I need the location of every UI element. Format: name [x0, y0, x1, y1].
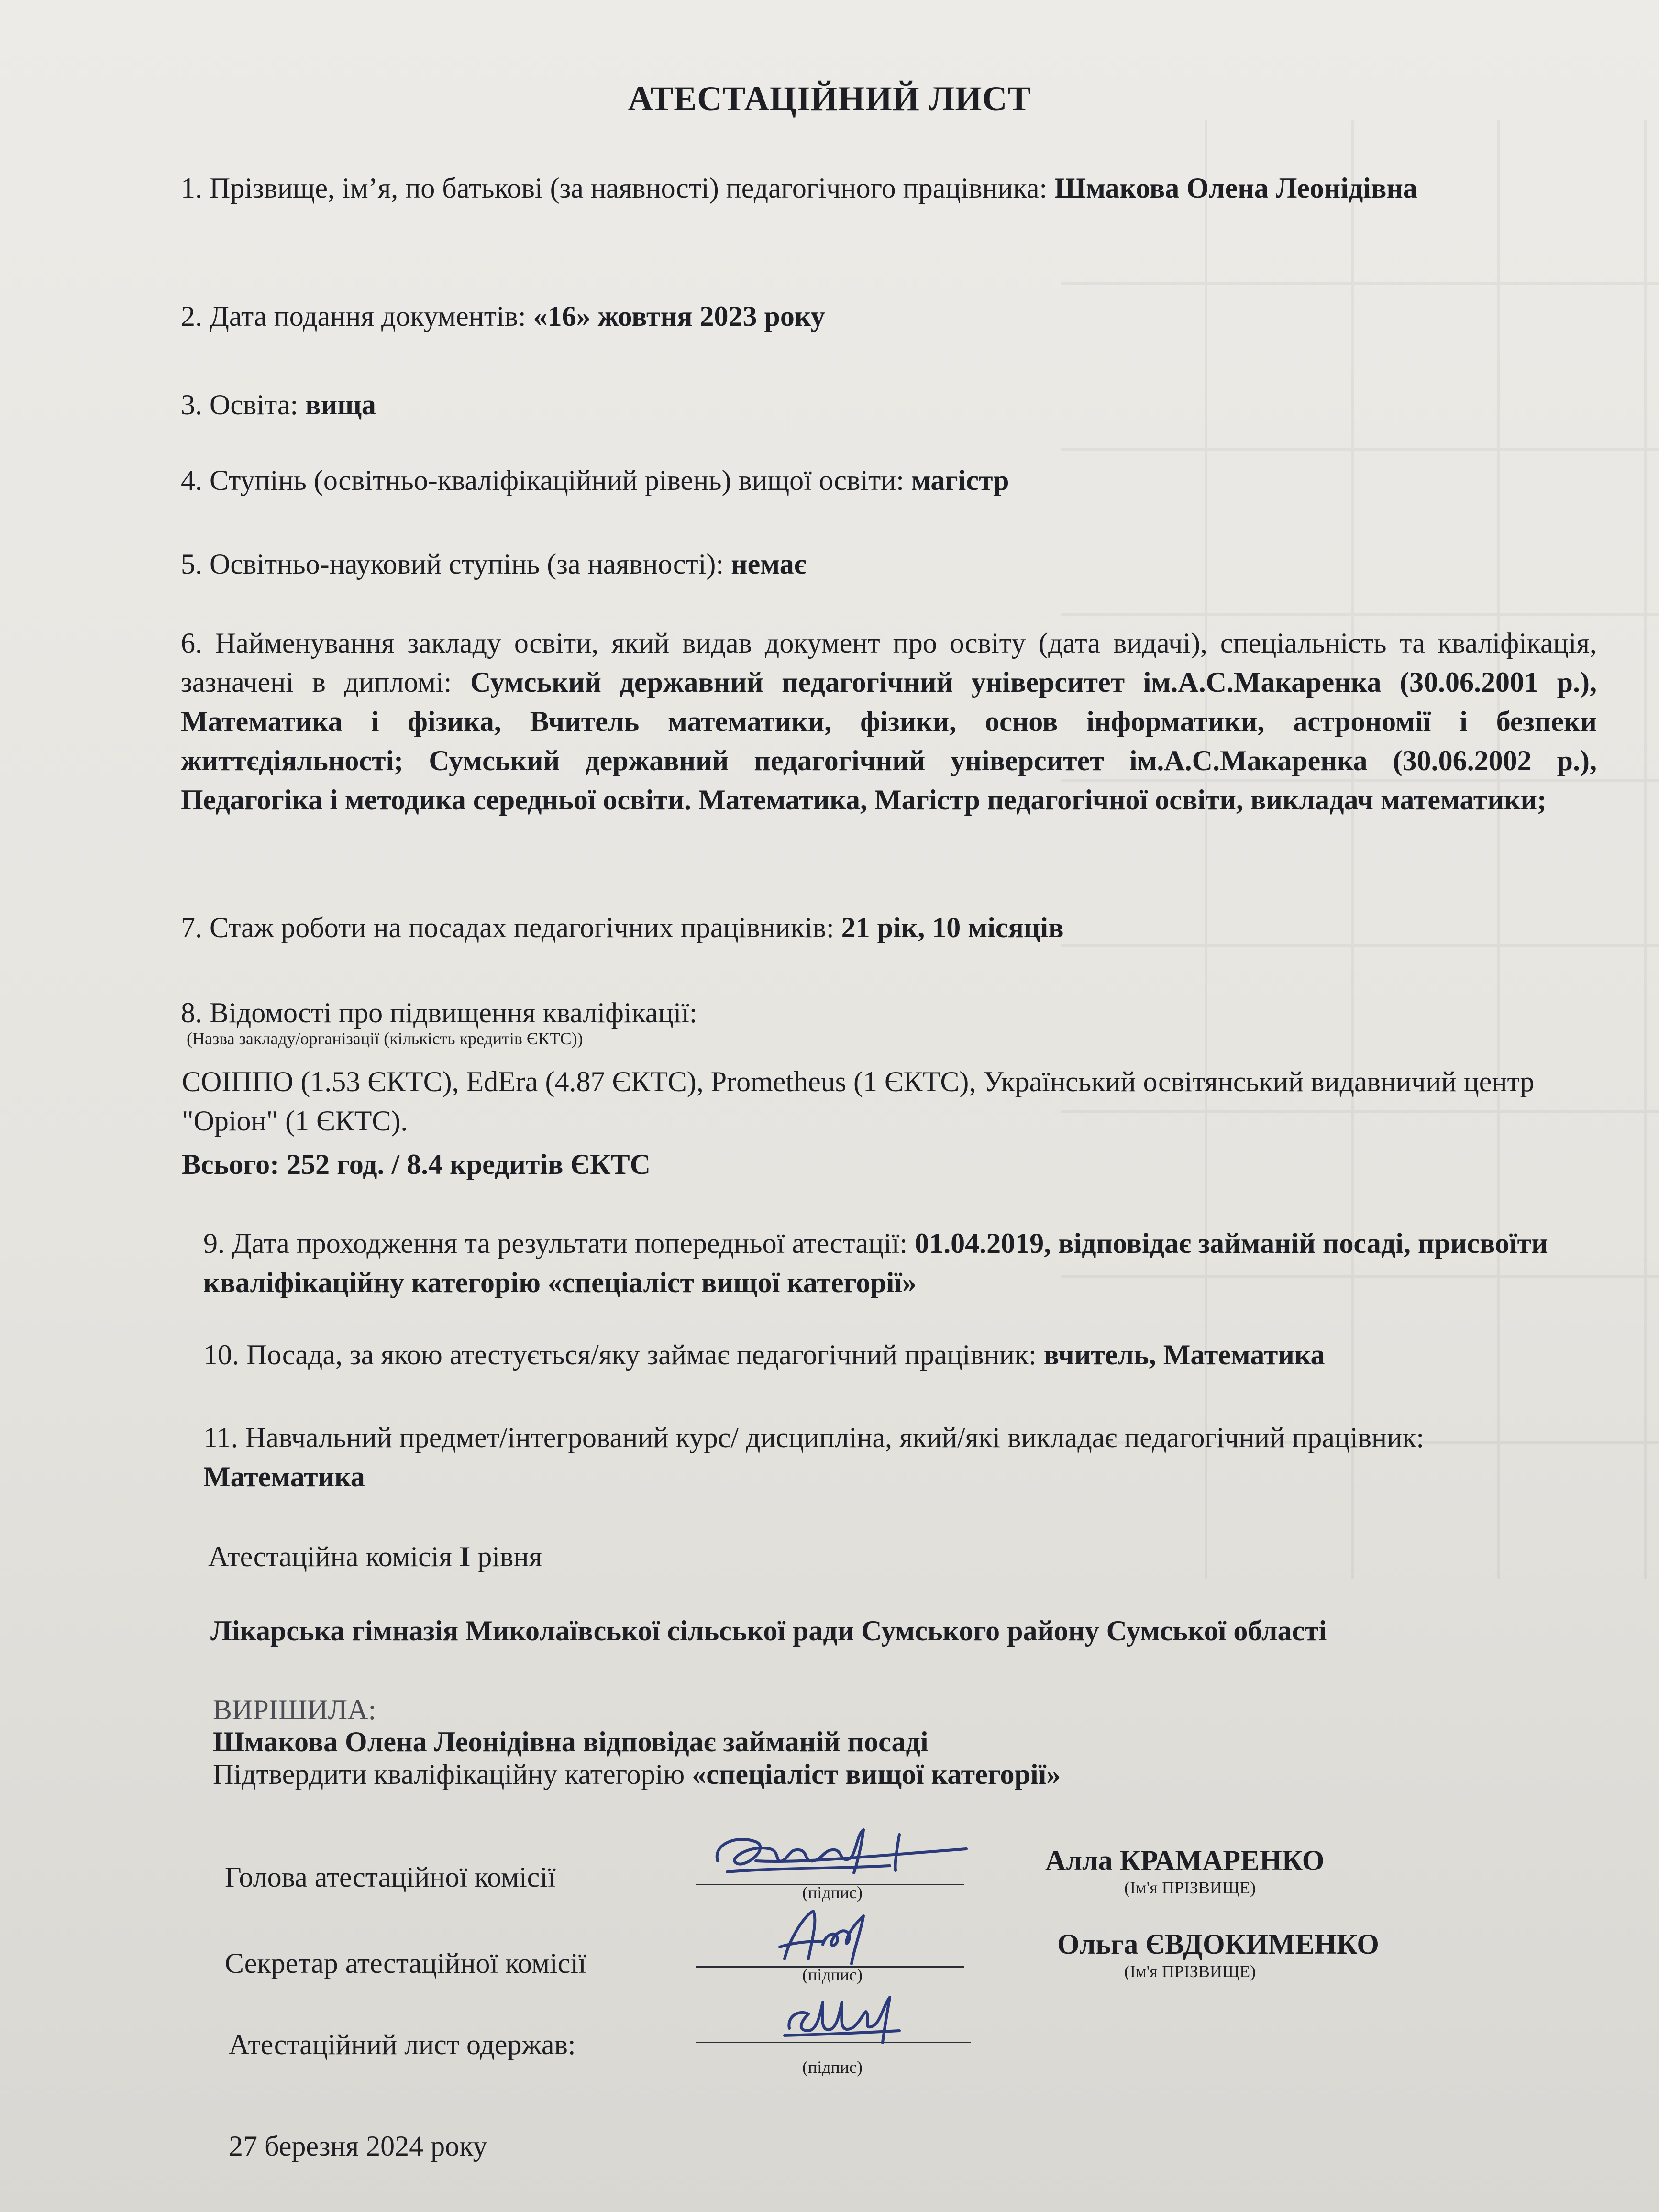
item-5-label: 5. Освітньо-науковий ступінь (за наявності):	[181, 548, 731, 580]
item-8-label: 8. Відомості про підвищення кваліфікації:	[181, 997, 697, 1029]
head-label: Голова атестаційної комісії	[225, 1861, 556, 1893]
item-5-value: немає	[731, 548, 807, 580]
item-9-previous-attestation	[203, 1224, 1591, 1302]
received-label: Атестаційний лист одержав:	[229, 2029, 576, 2060]
item-1-full-name	[181, 168, 1597, 208]
item-2-submission-date	[181, 297, 1597, 336]
item-11-label: 11. Навчальний предмет/інтегрований курс/ дисципліна, який/які викладає педагогічний працівник:	[203, 1422, 1425, 1453]
secretary-label: Секретар атестаційної комісії	[225, 1947, 586, 1979]
item-1-value: Шмакова Олена Леонідівна	[1054, 172, 1417, 204]
item-1-label: 1. Прізвище, ім’я, по батькові (за наявності) педагогічного працівника:	[181, 172, 1055, 204]
item-3-education	[181, 385, 1597, 424]
head-name-caption: (Ім'я ПРІЗВИЩЕ)	[1124, 1878, 1256, 1897]
decision-2-prefix: Підтвердити кваліфікаційну категорію	[213, 1759, 692, 1790]
decision-2-value: «спеціаліст вищої категорії»	[692, 1759, 1061, 1790]
item-9-value: 01.04.2019, відповідає займаній посаді, присвоїти кваліфікаційну категорію «спеціаліст вищої категорії»	[203, 1228, 1548, 1298]
school-name: Лікарська гімназія Миколаївської сільської ради Сумського району Сумської області	[210, 1615, 1327, 1647]
item-2-label: 2. Дата подання документів:	[181, 300, 533, 332]
item-10-position	[203, 1335, 1600, 1374]
secretary-name: Ольга ЄВДОКИМЕНКО	[1057, 1928, 1379, 1960]
item-3-label: 3. Освіта:	[181, 389, 306, 420]
item-5-scientific-degree	[181, 544, 1597, 584]
item-7-label: 7. Стаж роботи на посадах педагогічних працівників:	[181, 912, 841, 943]
item-10-value: вчитель, Математика	[1043, 1339, 1325, 1371]
received-signature	[775, 1983, 909, 2050]
item-4-value: магістр	[911, 465, 1009, 496]
item-6-label: 6. Найменування закладу освіти, який видав документ про освіту (дата видачі), спеціальність та кваліфікація, зазначені в дипломі:	[181, 627, 1597, 698]
item-2-value: «16» жовтня 2023 року	[533, 300, 825, 332]
item-7-value: 21 рік, 10 місяців	[841, 912, 1064, 943]
decision-line-2	[213, 1755, 1629, 1794]
document-title: АТЕСТАЦІЙНИЙ ЛИСТ	[628, 79, 1031, 118]
commission-level: І	[459, 1541, 471, 1572]
document-date: 27 березня 2024 року	[229, 2130, 487, 2162]
item-6-institution	[181, 623, 1597, 819]
decided-heading: ВИРІШИЛА:	[213, 1694, 376, 1725]
item-4-label: 4. Ступінь (освітньо-кваліфікаційний рівень) вищої освіти:	[181, 465, 911, 496]
item-6-value: Сумський державний педагогічний університет ім.А.С.Макаренка (30.06.2001 р.), Математика і фізика, Вчитель математики, фізики, основ інформатики, астрономії і безпеки життєдіяльності; Сумський державний педагогічний університет ім.А.С.Макаренка (30.06.2002 р.), Педагогіка і методика середньої освіти. Математика, Магістр педагогічної освіти, викладач математики;	[181, 666, 1597, 816]
commission-level-line	[208, 1537, 1624, 1576]
commission-prefix: Атестаційна комісія	[208, 1541, 460, 1572]
item-11-value: Математика	[203, 1461, 365, 1493]
item-8-total: Всього: 252 год. / 8.4 кредитів ЄКТС	[182, 1149, 651, 1180]
secretary-signature	[765, 1902, 890, 1973]
item-8-note: (Назва закладу/організації (кількість кредитів ЄКТС))	[187, 1029, 583, 1048]
head-name: Алла КРАМАРЕНКО	[1045, 1845, 1325, 1876]
head-signature	[698, 1815, 985, 1887]
commission-suffix: рівня	[470, 1541, 542, 1572]
item-11-subject	[203, 1418, 1533, 1496]
received-signature-caption: (підпис)	[802, 2057, 863, 2077]
secretary-signature-caption: (підпис)	[802, 1965, 863, 1984]
decision-line-1: Шмакова Олена Леонідівна відповідає займаній посаді	[213, 1726, 929, 1758]
item-7-work-experience	[181, 908, 1597, 947]
item-10-label: 10. Посада, за якою атестується/яку займає педагогічний працівник:	[203, 1339, 1044, 1371]
item-4-degree	[181, 461, 1597, 500]
item-3-value: вища	[305, 389, 376, 420]
item-8-text: СОІППО (1.53 ЄКТС), EdEra (4.87 ЄКТС), Prometheus (1 ЄКТС), Український освітянський видавничий центр "Оріон" (1 ЄКТС).	[182, 1066, 1535, 1137]
head-signature-caption: (підпис)	[802, 1883, 863, 1902]
secretary-name-caption: (Ім'я ПРІЗВИЩЕ)	[1124, 1962, 1256, 1981]
item-9-label: 9. Дата проходження та результати попередньої атестації:	[203, 1228, 915, 1259]
